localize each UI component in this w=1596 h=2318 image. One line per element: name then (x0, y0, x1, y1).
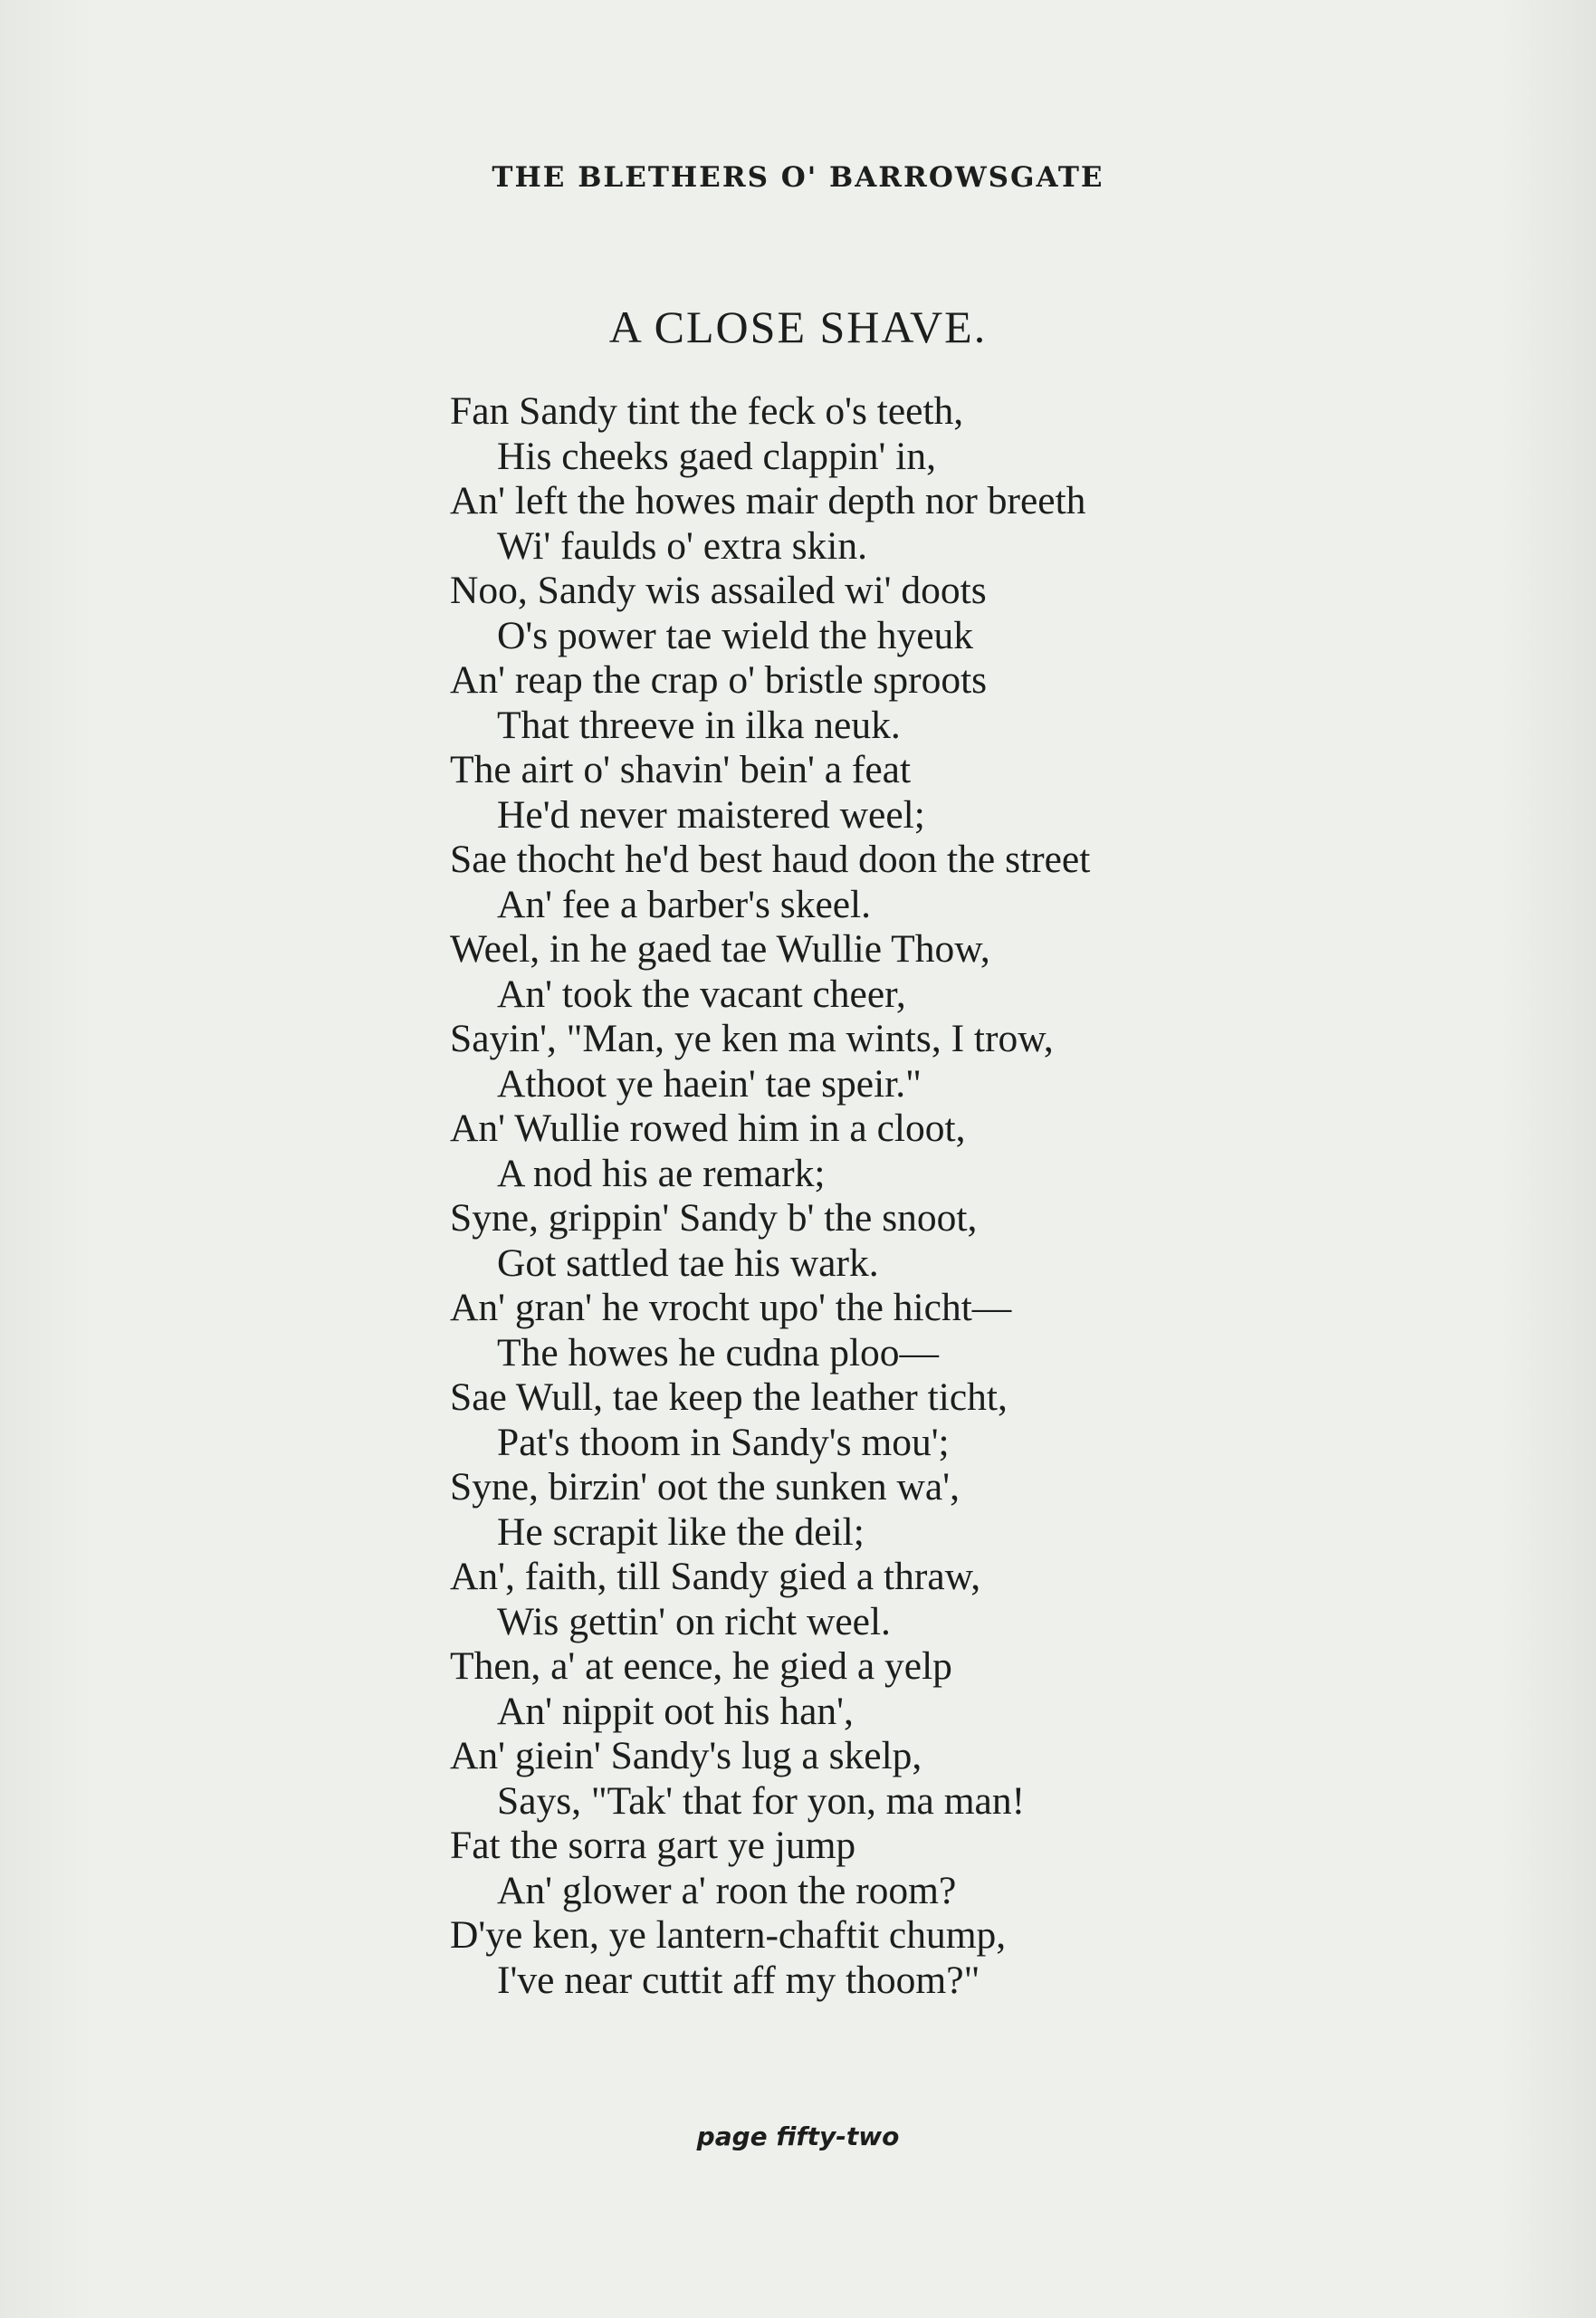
poem-line: Says, "Tak' that for yon, ma man! (497, 1778, 1026, 1823)
poem-line: Wis gettin' on richt weel. (497, 1599, 891, 1643)
poem-line: An' giein' Sandy's lug a skelp, (450, 1734, 922, 1777)
poem-title: A CLOSE SHAVE. (608, 302, 988, 352)
poem-line: Sae Wull, tae keep the leather ticht, (450, 1375, 1008, 1419)
poem-line: Pat's thoom in Sandy's mou'; (497, 1420, 950, 1464)
poem-line: Got sattled tae his wark. (497, 1240, 879, 1285)
poem-line: His cheeks gaed clappin' in, (497, 434, 936, 478)
poem-line: An' glower a' roon the room? (497, 1868, 957, 1912)
poem-line: The airt o' shavin' bein' a feat (450, 748, 912, 791)
poem-line: An' gran' he vrocht upo' the hicht— (450, 1286, 1012, 1329)
poem-line: Then, a' at eence, he gied a yelp (450, 1644, 952, 1688)
poem-line: An' fee a barber's skeel. (497, 882, 872, 926)
poem-line: An', faith, till Sandy gied a thraw, (450, 1555, 981, 1598)
poem-line: Sayin', "Man, ye ken ma wints, I trow, (450, 1017, 1054, 1060)
poem-line: Weel, in he gaed tae Wullie Thow, (450, 927, 990, 971)
poem-line: Syne, birzin' oot the sunken wa', (450, 1465, 960, 1509)
poem-line: D'ye ken, ye lantern-chaftit chump, (450, 1913, 1007, 1957)
poem-line: Wi' faulds o' extra skin. (497, 523, 867, 568)
poem-line: An' took the vacant cheer, (497, 972, 906, 1016)
poem-line: An' left the howes mair depth nor breeth (450, 479, 1086, 522)
poem-line: O's power tae wield the hyeuk (497, 613, 974, 657)
poem-line: Athoot ye haein' tae speir." (497, 1061, 922, 1106)
poem-line: A nod his ae remark; (497, 1151, 826, 1195)
poem-line: That threeve in ilka neuk. (497, 703, 901, 747)
poem-line: Sae thocht he'd best haud doon the street (450, 838, 1091, 881)
poem-line: Syne, grippin' Sandy b' the snoot, (450, 1196, 978, 1240)
page-number: page fifty-two (696, 2122, 900, 2151)
running-head: THE BLETHERS O' BARROWSGATE (492, 161, 1104, 194)
poem-line: Fat the sorra gart ye jump (450, 1824, 856, 1867)
poem-line: An' nippit oot his han', (497, 1689, 854, 1733)
poem-line: An' reap the crap o' bristle sproots (450, 658, 988, 702)
poem-line: I've near cuttit aff my thoom?" (497, 1958, 980, 2002)
poem-line: He scrapit like the deil; (497, 1509, 865, 1554)
poem-line: The howes he cudna ploo— (497, 1330, 940, 1375)
poem-body (450, 389, 1536, 2003)
poem-line: Fan Sandy tint the feck o's teeth, (450, 389, 964, 433)
poem-line: He'd never maistered weel; (497, 792, 925, 837)
poem-line: Noo, Sandy wis assailed wi' doots (450, 569, 987, 612)
poem-line: An' Wullie rowed him in a cloot, (450, 1106, 966, 1150)
